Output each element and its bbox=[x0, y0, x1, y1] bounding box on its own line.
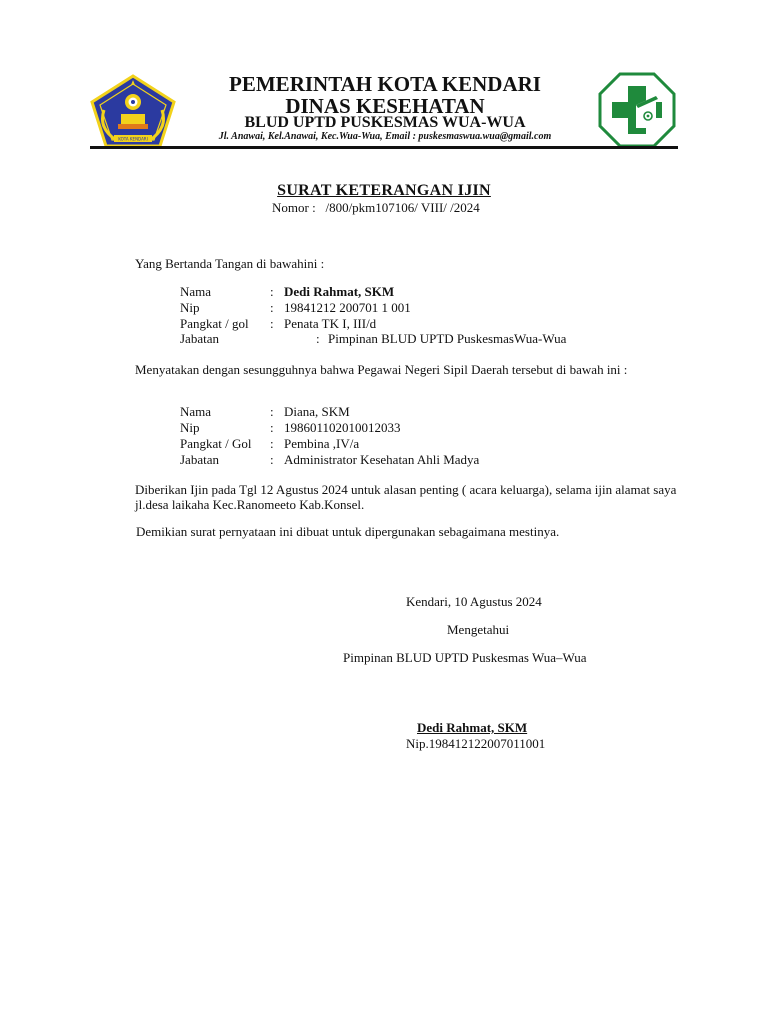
signer-rank-sep: : bbox=[270, 316, 274, 331]
employee-rank-sep: : bbox=[270, 436, 274, 451]
letterhead-institution: BLUD UPTD PUSKESMAS WUA-WUA bbox=[244, 114, 526, 131]
letterhead-divider bbox=[90, 146, 678, 149]
employee-nip-value: 198601102010012033 bbox=[284, 420, 401, 435]
signer-nip-value: 19841212 200701 1 001 bbox=[284, 300, 411, 315]
signer-nip-sep: : bbox=[270, 300, 274, 315]
statement-text: Menyatakan dengan sesungguhnya bahwa Pegawai Negeri Sipil Daerah tersebut di bawah ini : bbox=[135, 362, 628, 377]
signer-name-label: Nama bbox=[180, 284, 212, 299]
document-title: SURAT KETERANGAN IJIN bbox=[277, 182, 491, 199]
place-date: Kendari, 10 Agustus 2024 bbox=[406, 594, 542, 609]
signer-name: Dedi Rahmat, SKM bbox=[417, 720, 528, 735]
signer-nip-label: Nip bbox=[180, 300, 200, 315]
signer-position-value: Pimpinan BLUD UPTD PuskesmasWua-Wua bbox=[328, 331, 567, 346]
signer-name-value: Dedi Rahmat, SKM bbox=[284, 284, 395, 299]
kota-kendari-emblem-icon bbox=[90, 74, 176, 148]
closing-text: Demikian surat pernyataan ini dibuat untuk dipergunakan sebagaimana mestinya. bbox=[136, 524, 560, 539]
signer-position: Pimpinan BLUD UPTD Puskesmas Wua–Wua bbox=[343, 650, 587, 665]
puskesmas-logo-icon bbox=[598, 72, 676, 148]
employee-name-label: Nama bbox=[180, 404, 212, 419]
employee-rank-label: Pangkat / Gol bbox=[180, 436, 252, 451]
letterhead-government: PEMERINTAH KOTA KENDARI bbox=[229, 72, 541, 96]
signer-rank-value: Penata TK I, III/d bbox=[284, 316, 377, 331]
signer-name-sep: : bbox=[270, 284, 274, 299]
employee-name-sep: : bbox=[270, 404, 274, 419]
employee-position-value: Administrator Kesehatan Ahli Madya bbox=[284, 452, 480, 467]
employee-name-value: Diana, SKM bbox=[284, 404, 350, 419]
employee-nip-sep: : bbox=[270, 420, 274, 435]
employee-rank-value: Pembina ,IV/a bbox=[284, 436, 360, 451]
employee-nip-label: Nip bbox=[180, 420, 200, 435]
document-number bbox=[272, 200, 480, 216]
signer-nip: Nip.198412122007011001 bbox=[406, 736, 546, 751]
signer-position-label: Jabatan bbox=[180, 331, 219, 346]
permission-text: Diberikan Ijin pada Tgl 12 Agustus 2024 untuk alasan penting ( acara keluarga), selama ijin alamat saya jl.desa laikaha Kec.Ranomeeto Kab.Konsel. bbox=[135, 482, 677, 512]
emblem-caption: KOTA KENDARI bbox=[118, 136, 148, 142]
intro-text: Yang Bertanda Tangan di bawahini : bbox=[135, 256, 325, 271]
acknowledged-text: Mengetahui bbox=[447, 622, 510, 637]
document-number-value: /800/pkm107106/ VIII/ /2024 bbox=[325, 200, 480, 215]
letterhead-address: Jl. Anawai, Kel.Anawai, Kec.Wua-Wua, Email : puskesmaswua.wua@gmail.com bbox=[218, 131, 552, 142]
employee-position-label: Jabatan bbox=[180, 452, 219, 467]
signer-position-sep: : bbox=[316, 331, 320, 346]
document-number-label: Nomor : bbox=[272, 200, 316, 215]
letterhead-department: DINAS KESEHATAN bbox=[285, 94, 485, 118]
signer-rank-label: Pangkat / gol bbox=[180, 316, 249, 331]
employee-position-sep: : bbox=[270, 452, 274, 467]
